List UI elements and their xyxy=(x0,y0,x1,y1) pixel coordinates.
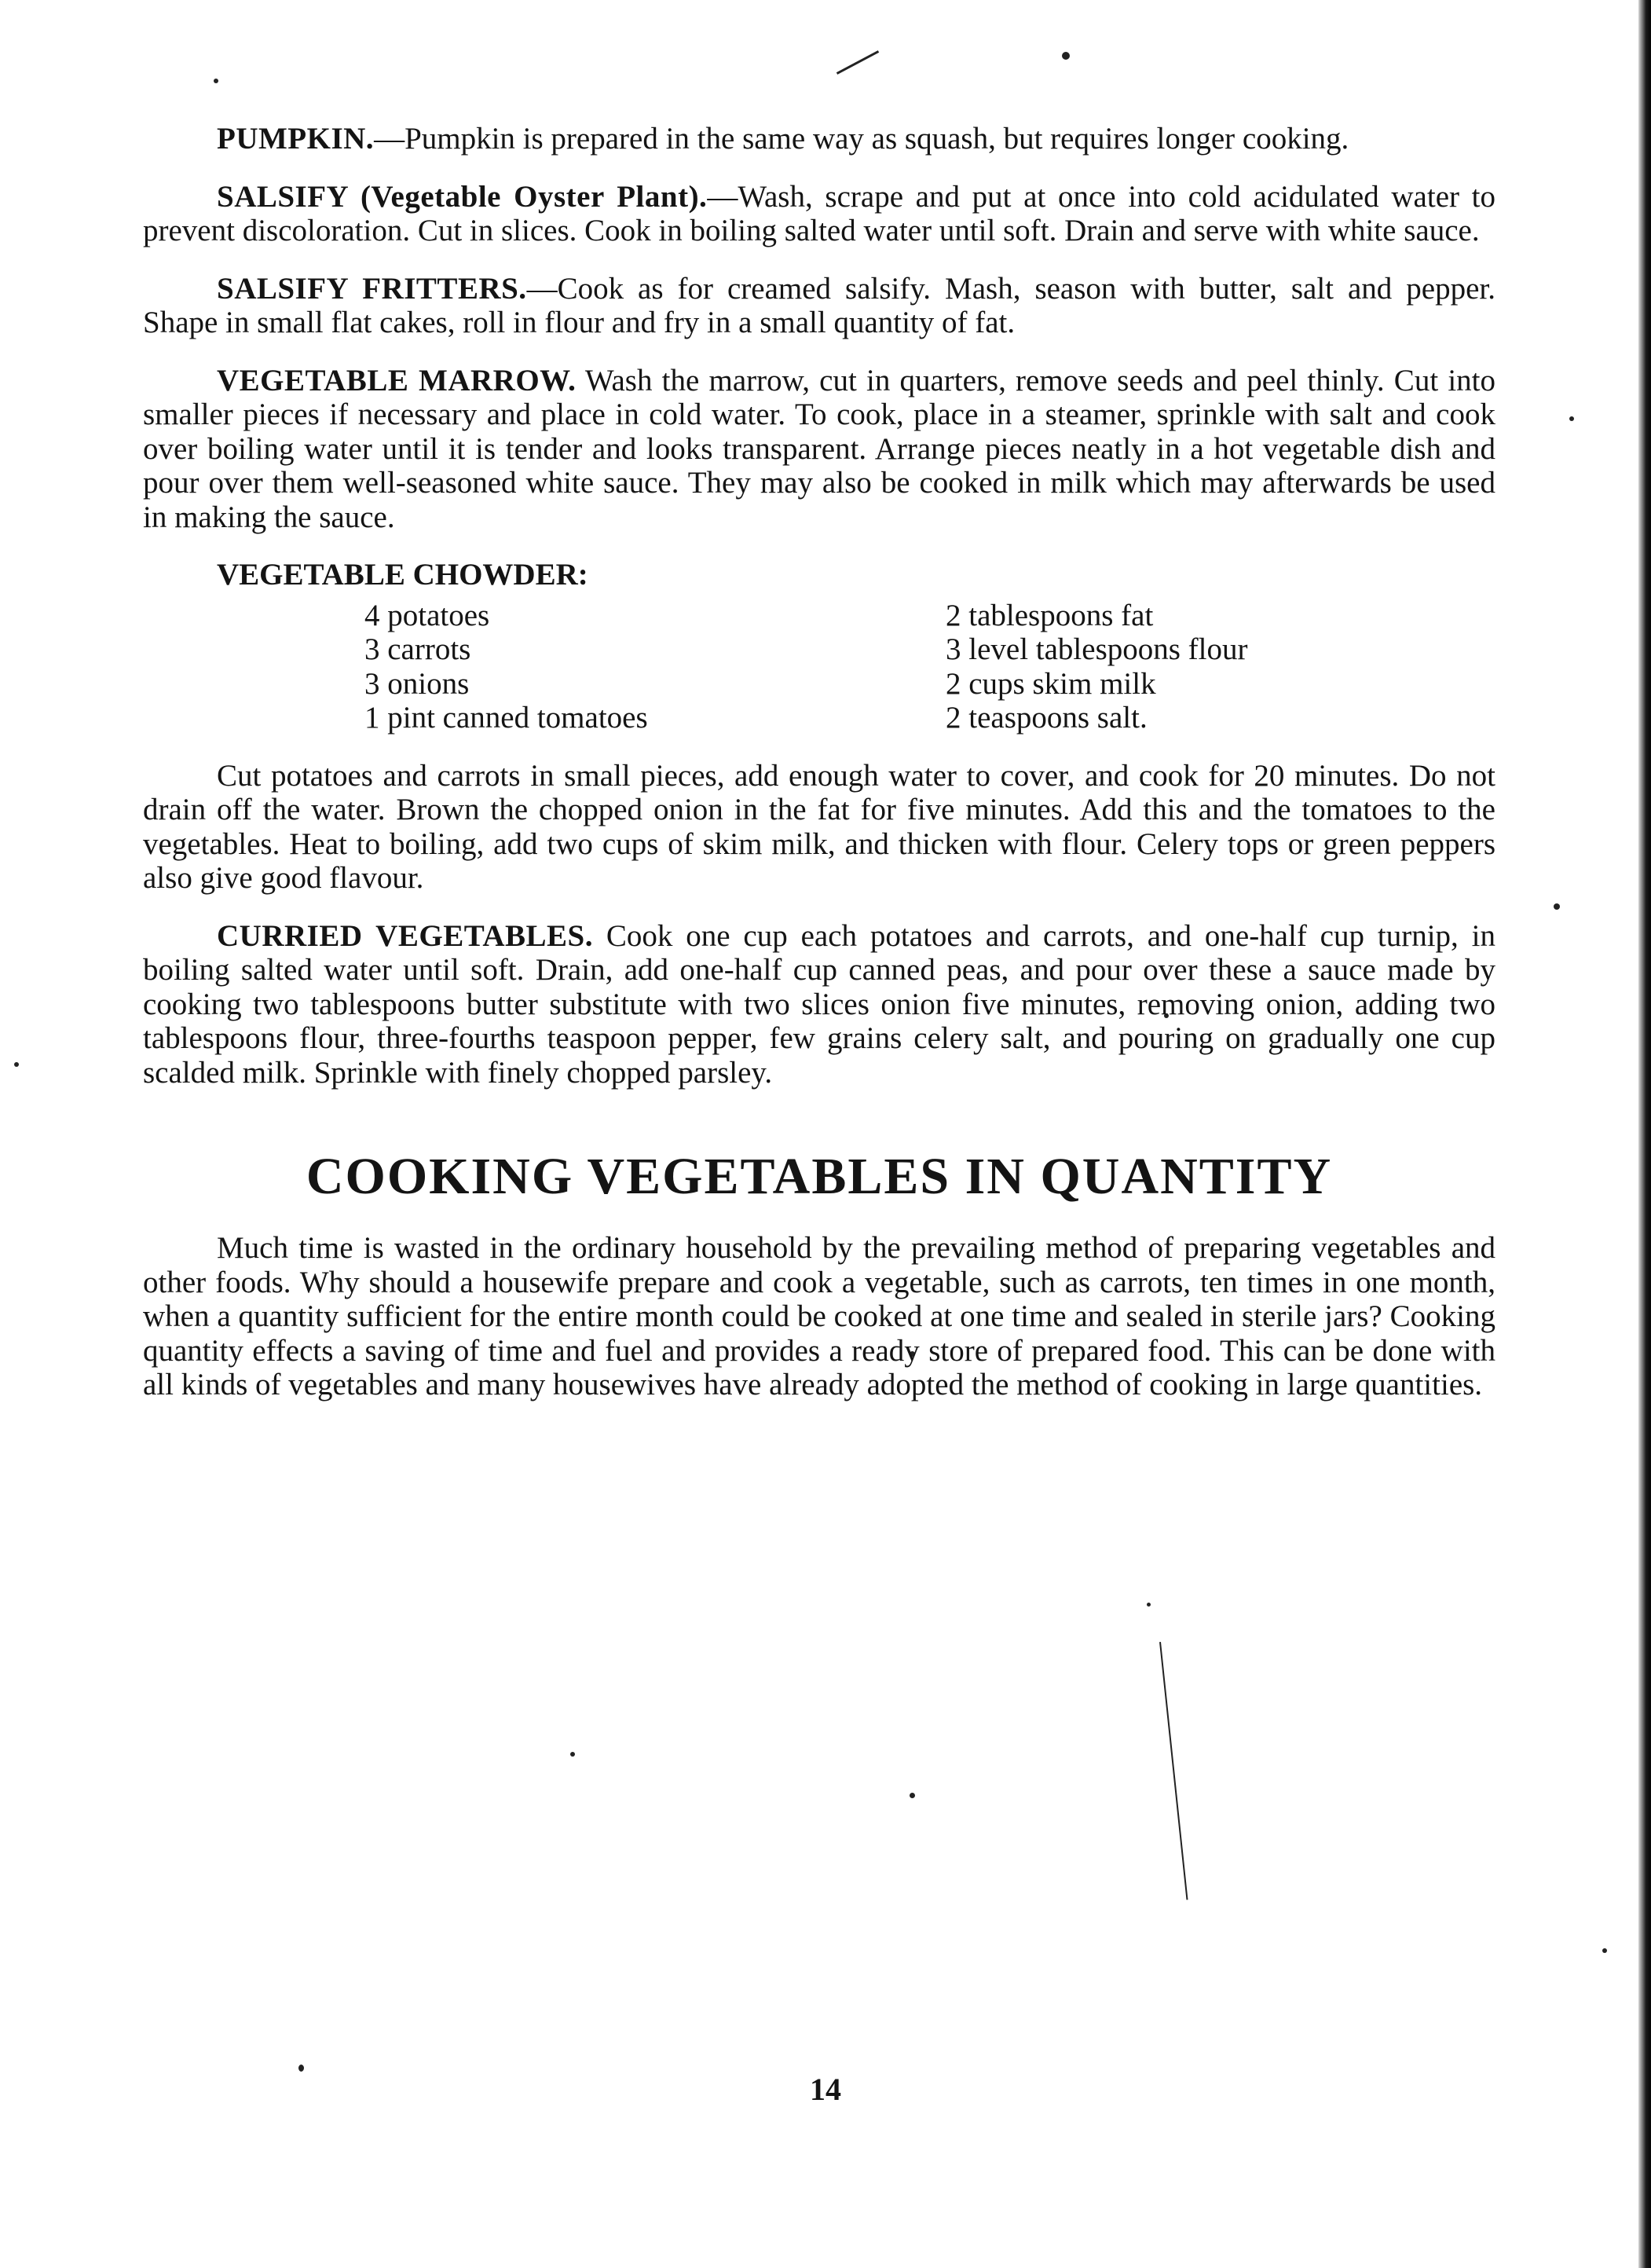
ingredient-item: 2 tablespoons fat xyxy=(946,598,1154,632)
salsify-heading: SALSIFY (Vegetable Oyster Plant). xyxy=(217,179,708,214)
scan-speck xyxy=(1569,416,1574,421)
scan-speck xyxy=(214,79,218,83)
ingredient-item: 4 potatoes xyxy=(364,598,490,632)
pumpkin-paragraph xyxy=(143,122,1495,156)
salsify-paragraph xyxy=(143,180,1495,248)
quantity-paragraph: Much time is wasted in the ordinary household by the prevailing method of preparing vegetables and other foods. Why should a housewife prepare and cook a vegetable, such as carrots, ten times in one month, when a quantity sufficient for the entire month could be cooked at one time and sealed in sterile jars? Cooking quantity effects a saving of time and fuel and provides a ready store of prepared food. This can be done with all kinds of vegetables and many housewives have already adopted the method of cooking in large quantities. xyxy=(143,1231,1495,1401)
scan-speck xyxy=(14,1062,19,1067)
ingredients-left-column xyxy=(364,599,946,735)
curried-vegetables-paragraph xyxy=(143,919,1495,1090)
scan-speck xyxy=(1602,1948,1607,1953)
ingredient-item: 1 pint canned tomatoes xyxy=(364,701,648,735)
scan-mark xyxy=(836,50,879,75)
ingredient-item: 2 cups skim milk xyxy=(946,666,1156,701)
page-number: 14 xyxy=(810,2072,841,2107)
pumpkin-heading: PUMPKIN. xyxy=(217,122,375,156)
chowder-method-paragraph: Cut potatoes and carrots in small pieces, add enough water to cover, and cook for 20 minutes. Do not drain off the water. Brown the chopped onion in the fat for five minutes. Add this and the tomatoes to the vegetables. Heat to boiling, add two cups of skim milk, and thicken with flour. Celery tops or green peppers also give good flavour. xyxy=(143,758,1495,895)
scan-speck xyxy=(1147,1603,1151,1607)
curried-vegetables-heading: CURRIED VEGETABLES. xyxy=(217,918,593,953)
vegetable-marrow-text: Wash the marrow, cut in quarters, remove seeds and peel thinly. Cut into smaller pieces if necessary and place in cold water. To cook, place in a steamer, sprinkle with salt and cook over boiling water until it is tender and looks transparent. Arrange pieces neatly in a hot vegetable dish and pour over them well-seasoned white sauce. They may also be cooked in milk which may afterwards be used in making the sauce. xyxy=(143,363,1496,534)
vegetable-chowder-heading: VEGETABLE CHOWDER: xyxy=(217,558,588,592)
section-title: COOKING VEGETABLES IN QUANTITY xyxy=(306,1148,1333,1205)
chowder-ingredients xyxy=(143,599,1495,735)
ingredient-item: 3 level tablespoons flour xyxy=(946,632,1248,666)
scan-speck xyxy=(1062,52,1070,60)
scan-speck xyxy=(570,1752,575,1757)
ingredient-item: 3 onions xyxy=(364,666,470,701)
salsify-fritters-heading: SALSIFY FRITTERS. xyxy=(217,271,527,306)
scan-speck xyxy=(910,1793,915,1798)
salsify-fritters-paragraph xyxy=(143,272,1495,340)
scan-mark xyxy=(1159,1642,1188,1900)
ingredient-item: 2 teaspoons salt. xyxy=(946,701,1148,735)
vegetable-marrow-heading: VEGETABLE MARROW. xyxy=(217,363,577,398)
ingredient-item: 3 carrots xyxy=(364,632,471,666)
scan-speck xyxy=(1554,903,1560,910)
vegetable-marrow-paragraph xyxy=(143,364,1495,535)
salsify-fritters-text: —Cook as for creamed salsify. Mash, season with butter, salt and pepper. Shape in small flat cakes, roll in flour and fry in a small quantity of fat. xyxy=(143,271,1495,339)
page-content xyxy=(143,122,1495,1426)
page-edge-shadow xyxy=(1638,0,1651,2268)
ingredients-right-column xyxy=(946,599,1248,735)
curried-vegetables-text: Cook one cup each potatoes and carrots, and one-half cup turnip, in boiling salted water until soft. Drain, add one-half cup canned peas, and pour over these a sauce made by cooking two tablespoons butter substitute with two slices onion five minutes, removing onion, adding two tablespoons flour, three-fourths teaspoon pepper, few grains celery salt, and pouring on gradually one cup scalded milk. Sprinkle with finely chopped parsley. xyxy=(143,918,1495,1090)
salsify-text: —Wash, scrape and put at once into cold acidulated water to prevent discoloration. Cut in slices. Cook in boiling salted water until soft. Drain and serve with white sauce. xyxy=(143,179,1496,247)
pumpkin-text: —Pumpkin is prepared in the same way as squash, but requires longer cooking. xyxy=(374,122,1349,156)
